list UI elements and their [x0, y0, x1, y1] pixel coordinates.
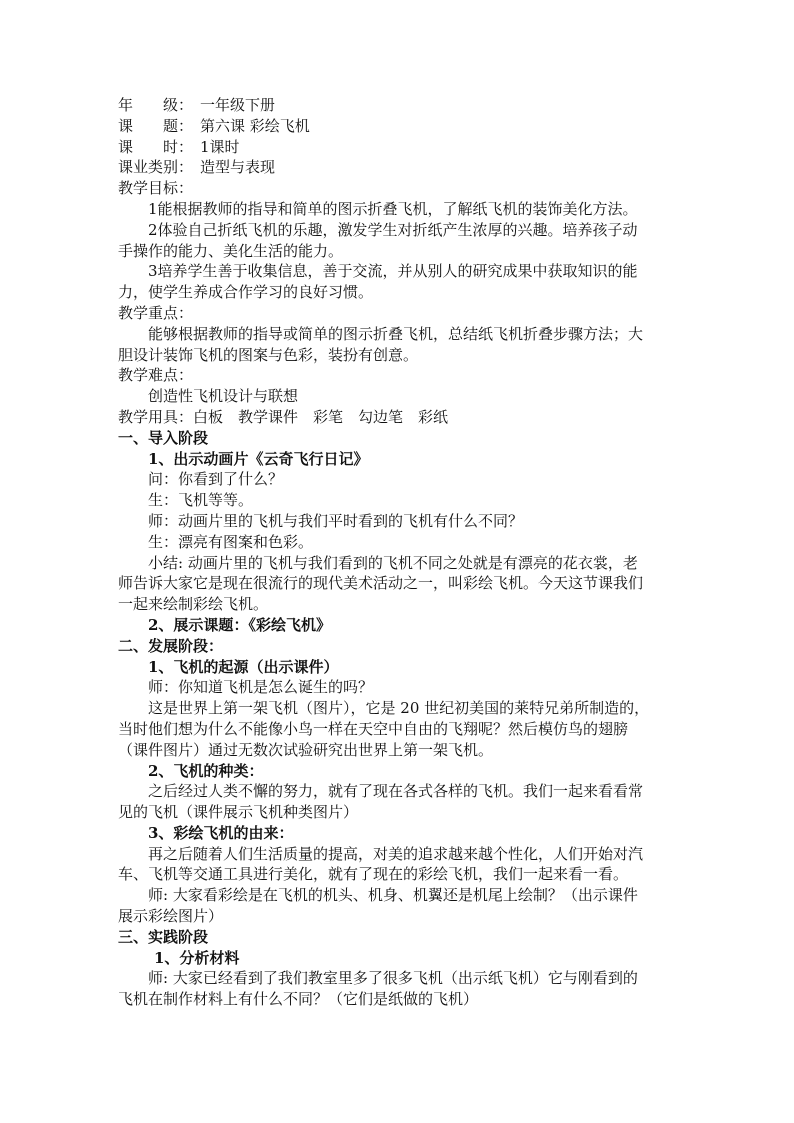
tools-label: 教学用具： — [118, 407, 194, 426]
section3-step1: 1、分析材料 — [154, 948, 240, 967]
section2-p1a: 这是世界上第一架飞机（图片），它是 20 世纪初美国的莱特兄弟所制造的， — [148, 699, 650, 718]
topic-label: 课 题： — [118, 116, 194, 135]
section2-step3: 3、彩绘飞机的由来： — [148, 823, 294, 842]
section2-p3a: 再之后随着人们生活质量的提高，对美的追求越来越个性化，人们开始对汽 — [148, 844, 644, 863]
objective-2a: 2体验自己折纸飞机的乐趣，激发学生对折纸产生浓厚的兴趣。培养孩子动 — [148, 220, 638, 239]
section1-a2: 生：漂亮有图案和色彩。 — [148, 532, 314, 551]
category-label: 课业类别： — [118, 158, 194, 177]
topic-value: 第六课 彩绘飞机 — [200, 116, 310, 135]
objective-3a: 3培养学生善于收集信息，善于交流，并从别人的研究成果中获取知识的能 — [148, 262, 638, 281]
section2-p3b: 车、飞机等交通工具进行美化，就有了现在的彩绘飞机，我们一起来看一看。 — [118, 865, 629, 884]
section2-p2a: 之后经过人类不懈的努力，就有了现在各式各样的飞机。我们一起来看看常 — [148, 782, 644, 801]
section2-p4b: 展示彩绘图片） — [118, 907, 224, 926]
topic-line — [118, 116, 678, 137]
section1-a1: 生：飞机等等。 — [148, 491, 254, 510]
objective-2b: 手操作的能力、美化生活的能力。 — [118, 241, 344, 260]
hours-label: 课 时： — [118, 137, 194, 156]
section1-summary-3: 一起来绘制彩绘飞机。 — [118, 595, 269, 614]
key-points-title: 教学重点： — [118, 303, 194, 322]
tools-line — [118, 407, 678, 428]
section1-q1: 问：你看到了什么？ — [148, 470, 284, 489]
section1-q2: 师：动画片里的飞机与我们平时看到的飞机有什么不同？ — [148, 511, 524, 530]
section1-summary-1: 小结: 动画片里的飞机与我们看到的飞机不同之处就是有漂亮的花衣裳，老 — [148, 553, 638, 572]
section2-title: 二、发展阶段： — [118, 636, 224, 655]
objective-3b: 力，使学生养成合作学习的良好习惯。 — [118, 283, 374, 302]
grade-value: 一年级下册 — [200, 96, 276, 114]
hours-value: 1课时 — [200, 137, 240, 156]
tools-items: 白板 教学课件 彩笔 勾边笔 彩纸 — [193, 407, 449, 426]
section2-step1: 1、飞机的起源（出示课件） — [148, 657, 339, 676]
section2-p2b: 见的飞机（课件展示飞机种类图片） — [118, 803, 359, 822]
grade-line — [118, 95, 678, 116]
difficulties-title: 教学难点： — [118, 366, 194, 385]
section2-p4a: 师: 大家看彩绘是在飞机的机头、机身、机翼还是机尾上绘制？（出示课件 — [148, 886, 638, 905]
key-points-1: 能够根据教师的指导或简单的图示折叠飞机，总结纸飞机折叠步骤方法；大 — [148, 324, 644, 343]
key-points-2: 胆设计装饰飞机的图案与色彩，装扮有创意。 — [118, 345, 419, 364]
section2-p1b: 当时他们想为什么不能像小鸟一样在天空中自由的飞翔呢？然后模仿鸟的翅膀 — [118, 719, 629, 738]
section2-p1c: （课件图片）通过无数次试验研究出世界上第一架飞机。 — [118, 740, 494, 759]
section2-step2: 2、飞机的种类： — [148, 761, 264, 780]
section3-title: 三、实践阶段 — [118, 927, 209, 946]
category-line — [118, 157, 678, 178]
difficulties-1: 创造性飞机设计与联想 — [148, 387, 299, 406]
objective-1: 1能根据教师的指导和简单的图示折叠飞机，了解纸飞机的装饰美化方法。 — [148, 199, 638, 218]
section3-p1b: 飞机在制作材料上有什么不同？（它们是纸做的飞机） — [118, 990, 479, 1009]
section1-step2: 2、展示课题：《彩绘飞机》 — [148, 615, 331, 634]
objectives-title: 教学目标： — [118, 179, 194, 198]
grade-label: 年 级： — [118, 96, 194, 114]
section1-step1: 1、出示动画片《云奇飞行日记》 — [148, 449, 369, 468]
section1-summary-2: 师告诉大家它是现在很流行的现代美术活动之一，叫彩绘飞机。今天这节课我们 — [118, 574, 644, 593]
section1-title: 一、导入阶段 — [118, 428, 209, 447]
section2-q1: 师：你知道飞机是怎么诞生的吗？ — [148, 678, 374, 697]
hours-line — [118, 137, 678, 158]
section3-p1a: 师: 大家已经看到了我们教室里多了很多飞机（出示纸飞机）它与刚看到的 — [148, 969, 638, 988]
category-value: 造型与表现 — [200, 158, 276, 177]
lesson-plan-page — [118, 95, 678, 1010]
